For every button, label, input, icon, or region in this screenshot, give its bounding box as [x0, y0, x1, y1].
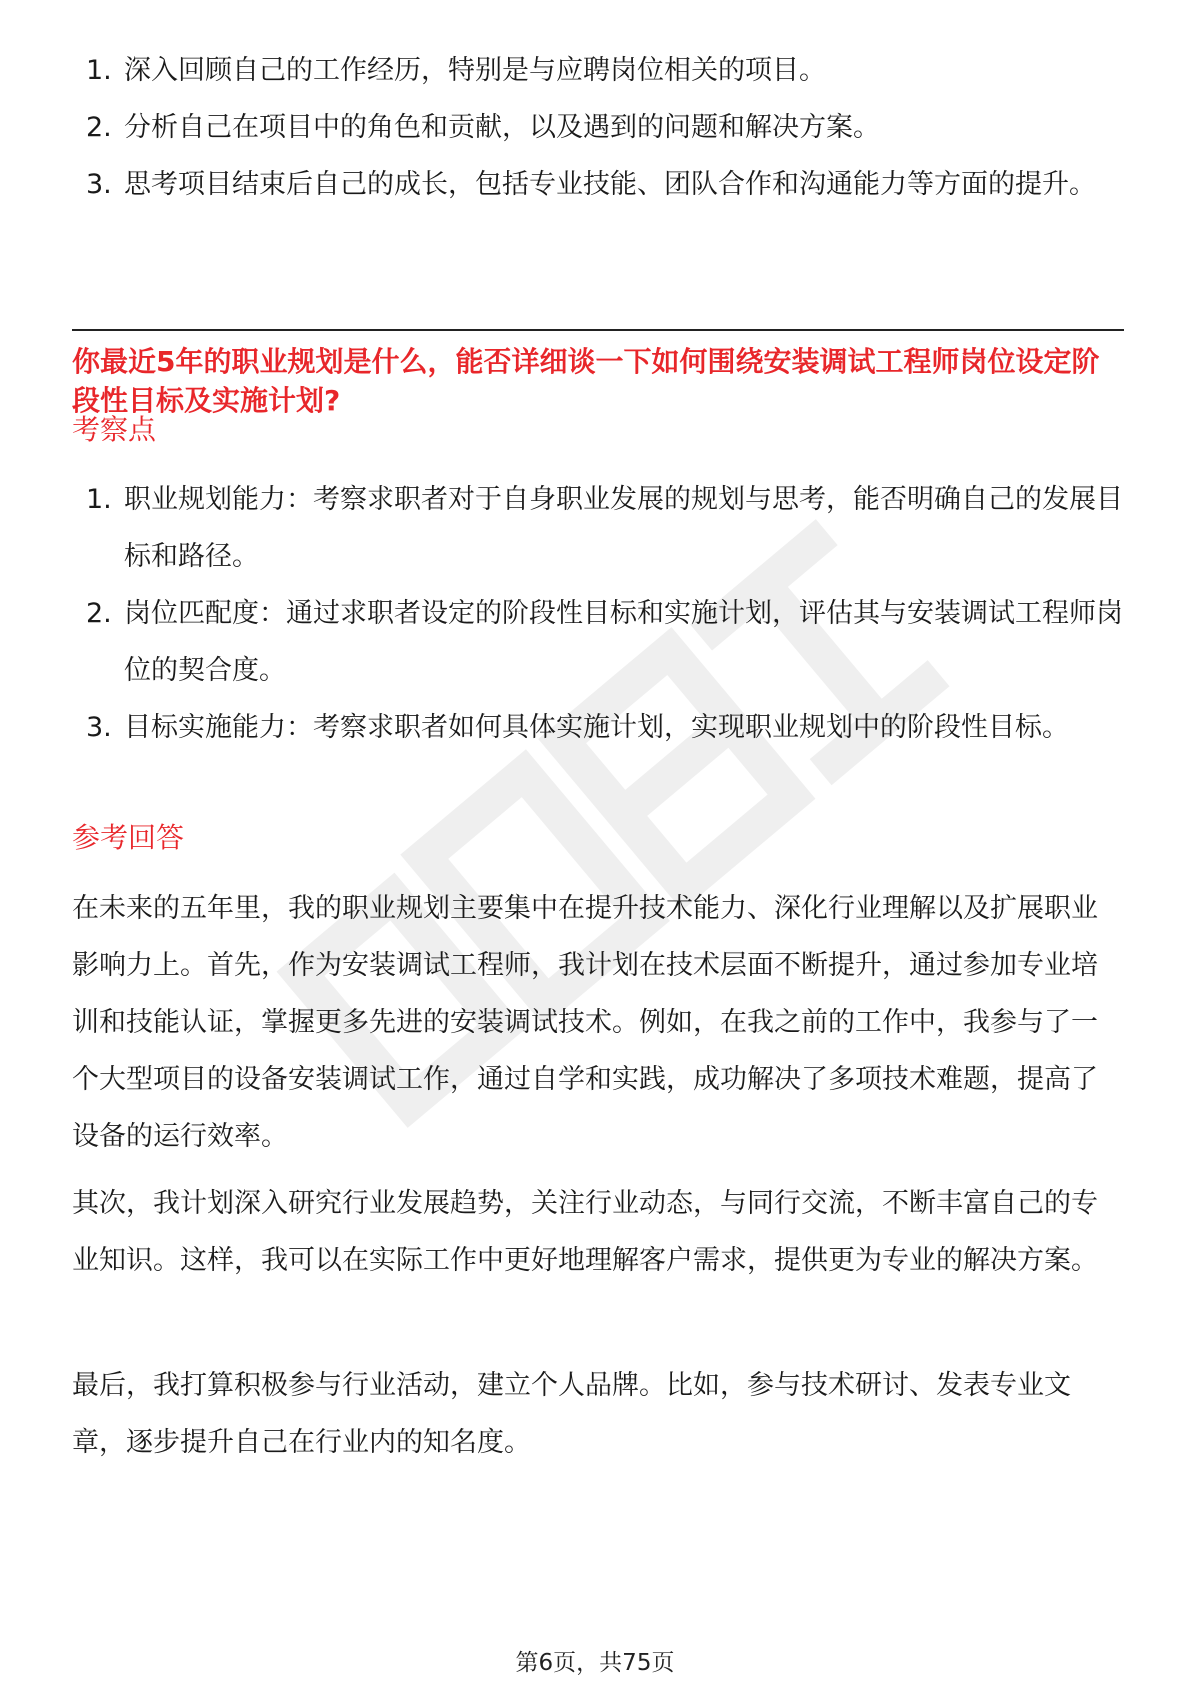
list-item — [72, 699, 1124, 756]
list-number: 3. — [86, 712, 112, 743]
section-divider — [72, 329, 1124, 331]
list-item — [72, 156, 1124, 213]
list-item — [72, 585, 1124, 699]
list-item-text: 深入回顾自己的工作经历，特别是与应聘岗位相关的项目。 — [124, 55, 826, 86]
list-item-text: 职业规划能力：考察求职者对于自身职业发展的规划与思考，能否明确自己的发展目标和路径。 — [124, 484, 1123, 572]
list-item-text: 思考项目结束后自己的成长，包括专业技能、团队合作和沟通能力等方面的提升。 — [124, 169, 1096, 200]
focus-numbered-list — [72, 471, 1124, 756]
answer-heading: 参考回答 — [72, 821, 185, 854]
answer-paragraph: 其次，我计划深入研究行业发展趋势，关注行业动态，与同行交流，不断丰富自己的专业知识。这样，我可以在实际工作中更好地理解客户需求，提供更为专业的解决方案。 — [72, 1188, 1098, 1276]
list-item-text: 目标实施能力：考察求职者如何具体实施计划，实现职业规划中的阶段性目标。 — [124, 712, 1069, 743]
list-number: 2. — [86, 598, 112, 629]
answer-paragraph: 最后，我打算积极参与行业活动，建立个人品牌。比如，参与技术研讨、发表专业文章，逐步提升自己在行业内的知名度。 — [72, 1370, 1071, 1458]
focus-heading: 考察点 — [72, 413, 157, 446]
page-number-footer: 第6页，共75页 — [515, 1650, 675, 1676]
list-item — [72, 99, 1124, 156]
interview-question: 你最近5年的职业规划是什么，能否详细谈一下如何围绕安装调试工程师岗位设定阶段性目标及实施计划? — [72, 345, 1100, 417]
list-item — [72, 42, 1124, 99]
list-number: 1. — [86, 55, 112, 86]
list-item — [72, 471, 1124, 585]
answer-paragraph: 在未来的五年里，我的职业规划主要集中在提升技术能力、深化行业理解以及扩展职业影响力上。首先，作为安装调试工程师，我计划在技术层面不断提升，通过参加专业培训和技能认证，掌握更多先进的安装调试技术。例如，在我之前的工作中，我参与了一个大型项目的设备安装调试工作，通过自学和实践，成功解决了多项技术难题，提高了设备的运行效率。 — [72, 893, 1098, 1152]
top-list-section — [72, 42, 1124, 213]
list-item-text: 分析自己在项目中的角色和贡献，以及遇到的问题和解决方案。 — [124, 112, 880, 143]
list-item-text: 岗位匹配度：通过求职者设定的阶段性目标和实施计划，评估其与安装调试工程师岗位的契合度。 — [124, 598, 1123, 686]
list-number: 1. — [86, 484, 112, 515]
list-number: 3. — [86, 169, 112, 200]
top-numbered-list — [72, 42, 1124, 213]
list-number: 2. — [86, 112, 112, 143]
focus-section — [72, 471, 1124, 756]
